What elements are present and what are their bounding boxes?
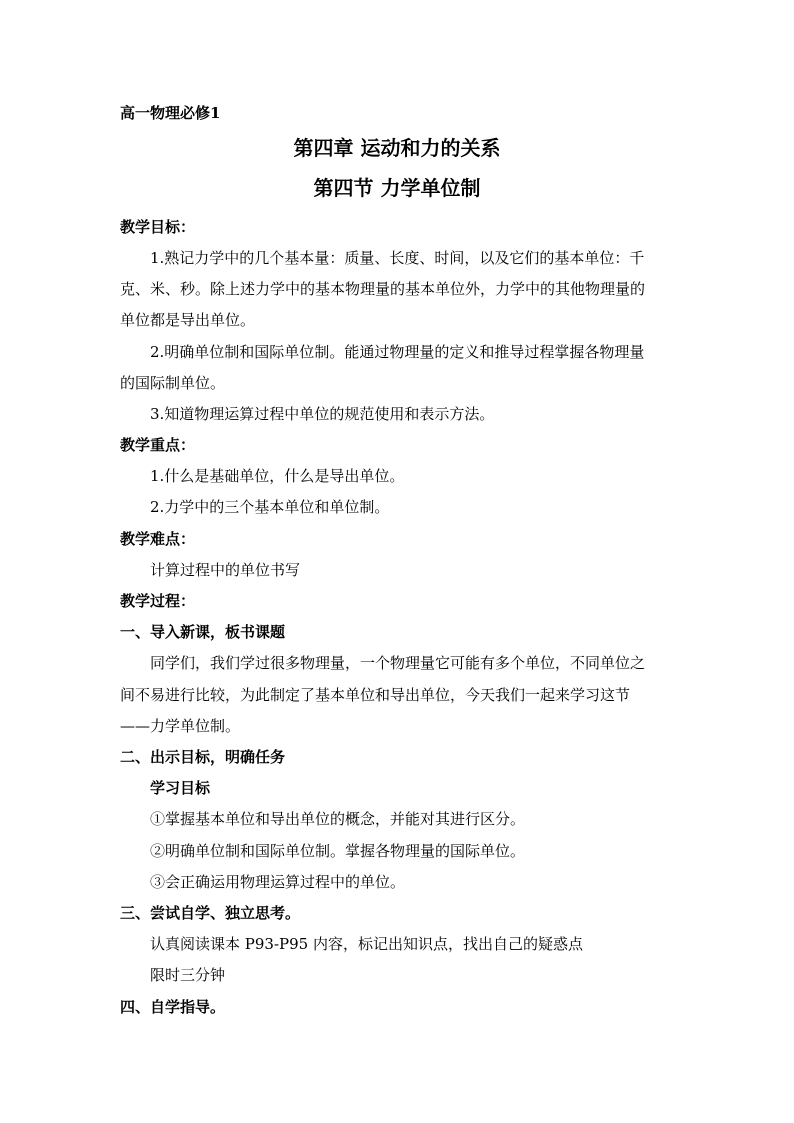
course-label: 高一物理必修1 [120, 104, 221, 122]
key-point-1: 1.什么是基础单位，什么是导出单位。 [150, 467, 405, 485]
step-2-heading: 二、出示目标，明确任务 [120, 748, 286, 766]
step-2-goal-3: ③会正确运用物理运算过程中的单位。 [150, 873, 406, 891]
section-title: 第四节 力学单位制 [313, 176, 481, 200]
objective-2-line-2: 的国际制单位。 [120, 374, 226, 392]
key-points-heading: 教学重点： [120, 436, 196, 454]
step-1-line-3: ——力学单位制。 [120, 717, 241, 735]
objective-3: 3.知道物理运算过程中单位的规范使用和表示方法。 [150, 405, 495, 423]
difficulties-heading: 教学难点： [120, 530, 196, 548]
step-3-line-1: 认真阅读课本 P93-P95 内容，标记出知识点，找出自己的疑惑点 [150, 935, 583, 953]
objectives-heading: 教学目标： [120, 218, 196, 236]
objective-1-line-3: 单位都是导出单位。 [120, 311, 256, 329]
objective-1-line-1: 1.熟记力学中的几个基本量：质量、长度、时间，以及它们的基本单位：千 [150, 249, 645, 267]
key-point-2: 2.力学中的三个基本单位和单位制。 [150, 498, 390, 516]
step-2-goal-2: ②明确单位制和国际单位制。掌握各物理量的国际单位。 [150, 842, 526, 860]
chapter-title: 第四章 运动和力的关系 [293, 136, 501, 160]
step-3-heading: 三、尝试自学、独立思考。 [120, 904, 301, 922]
step-1-line-2: 间不易进行比较，为此制定了基本单位和导出单位，今天我们一起来学习这节 [120, 686, 631, 704]
step-4-heading: 四、自学指导。 [120, 998, 226, 1016]
step-1-line-1: 同学们，我们学过很多物理量，一个物理量它可能有多个单位，不同单位之 [150, 654, 646, 672]
step-1-heading: 一、导入新课，板书课题 [120, 623, 286, 641]
difficulty-1: 计算过程中的单位书写 [150, 561, 301, 579]
process-heading: 教学过程： [120, 592, 196, 610]
objective-1-line-2: 克、米、秒。除上述力学中的基本物理量的基本单位外，力学中的其他物理量的 [120, 280, 646, 298]
objective-2-line-1: 2.明确单位制和国际单位制。能通过物理量的定义和推导过程掌握各物理量 [150, 343, 645, 361]
step-2-goal-1: ①掌握基本单位和导出单位的概念，并能对其进行区分。 [150, 810, 526, 828]
step-3-line-2: 限时三分钟 [150, 966, 226, 984]
step-2-subheading: 学习目标 [150, 779, 211, 797]
